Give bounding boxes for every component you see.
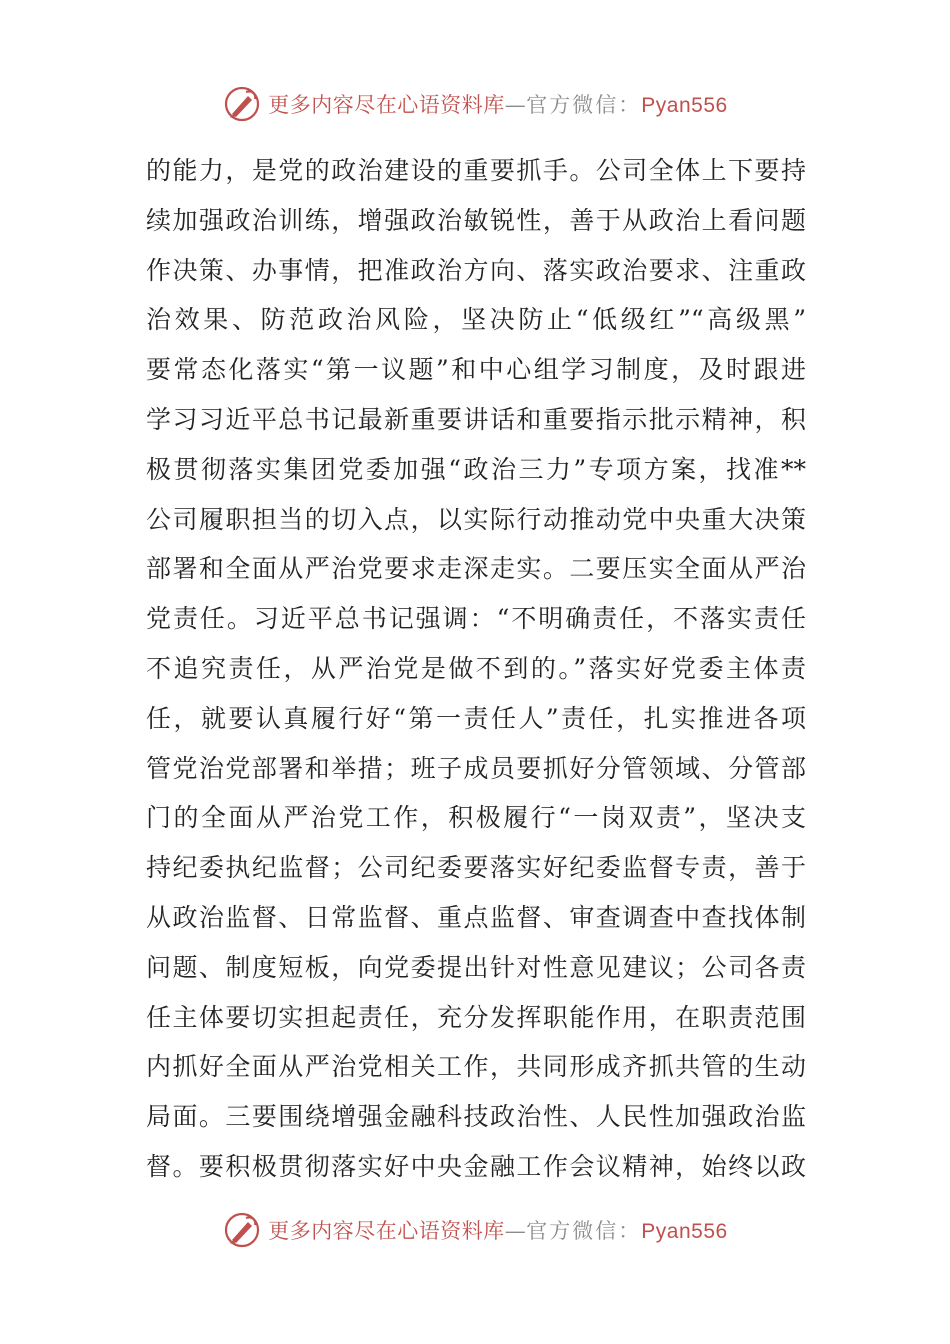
header-banner	[0, 82, 950, 126]
body-line: 治效果、防范政治风险，坚决防止“低级红”“高级黑”	[146, 305, 806, 335]
body-line: 从政治监督、日常监督、重点监督、审查调查中查找体制	[146, 902, 806, 932]
body-line: 部署和全面从严治党要求走深走实。二要压实全面从严治	[146, 554, 806, 584]
body-line: 督。要积极贯彻落实好中央金融工作会议精神，始终以政	[146, 1151, 806, 1181]
banner-separator: —	[504, 1219, 527, 1243]
body-line: 问题、制度短板，向党委提出针对性意见建议；公司各责	[146, 952, 806, 982]
banner-main: 更多内容尽在心语资料库	[268, 93, 505, 117]
body-line: 学习习近平总书记最新重要讲话和重要指示批示精神，积	[146, 404, 806, 434]
banner-wechat-id: Pyan556	[641, 94, 728, 117]
banner-separator: —	[504, 93, 527, 117]
body-line: 要常态化落实“第一议题”和中心组学习制度，及时跟进	[146, 355, 806, 385]
body-line: 任，就要认真履行好“第一责任人”责任，扎实推进各项	[146, 703, 806, 733]
body-line: 持纪委执纪监督；公司纪委要落实好纪委监督专责，善于	[146, 853, 806, 883]
body-line: 作决策、办事情，把准政治方向、落实政治要求、注重政	[146, 255, 806, 285]
banner-wechat-id: Pyan556	[641, 1220, 728, 1243]
body-line: 续加强政治训练，增强政治敏锐性，善于从政治上看问题	[146, 205, 806, 235]
body-line: 的能力，是党的政治建设的重要抓手。公司全体上下要持	[146, 156, 806, 185]
banner-sub: 官方微信：	[526, 93, 642, 117]
body-line: 内抓好全面从严治党相关工作，共同形成齐抓共管的生动	[146, 1052, 806, 1082]
body-line: 管党治党部署和举措；班子成员要抓好分管领域、分管部	[146, 753, 806, 783]
body-line: 公司履职担当的切入点，以实际行动推动党中央重大决策	[146, 504, 806, 534]
body-line: 门的全面从严治党工作，积极履行“一岗双责”，坚决支	[146, 803, 806, 833]
footer-banner	[0, 1208, 950, 1252]
pen-logo-icon	[222, 1210, 262, 1250]
pen-logo-icon	[222, 84, 262, 124]
body-line: 极贯彻落实集团党委加强“政治三力”专项方案，找准**	[146, 454, 806, 484]
body-line: 局面。三要围绕增强金融科技政治性、人民性加强政治监	[146, 1102, 806, 1132]
banner-text	[268, 1215, 727, 1245]
body-line: 任主体要切实担起责任，充分发挥职能作用，在职责范围	[146, 1002, 806, 1032]
banner-text	[268, 89, 727, 119]
banner-main: 更多内容尽在心语资料库	[268, 1219, 505, 1243]
banner-sub: 官方微信：	[526, 1219, 642, 1243]
document-body	[146, 146, 806, 1192]
body-line: 不追究责任，从严治党是做不到的。”落实好党委主体责	[146, 653, 806, 683]
body-line: 党责任。习近平总书记强调：“不明确责任，不落实责任	[146, 604, 806, 634]
